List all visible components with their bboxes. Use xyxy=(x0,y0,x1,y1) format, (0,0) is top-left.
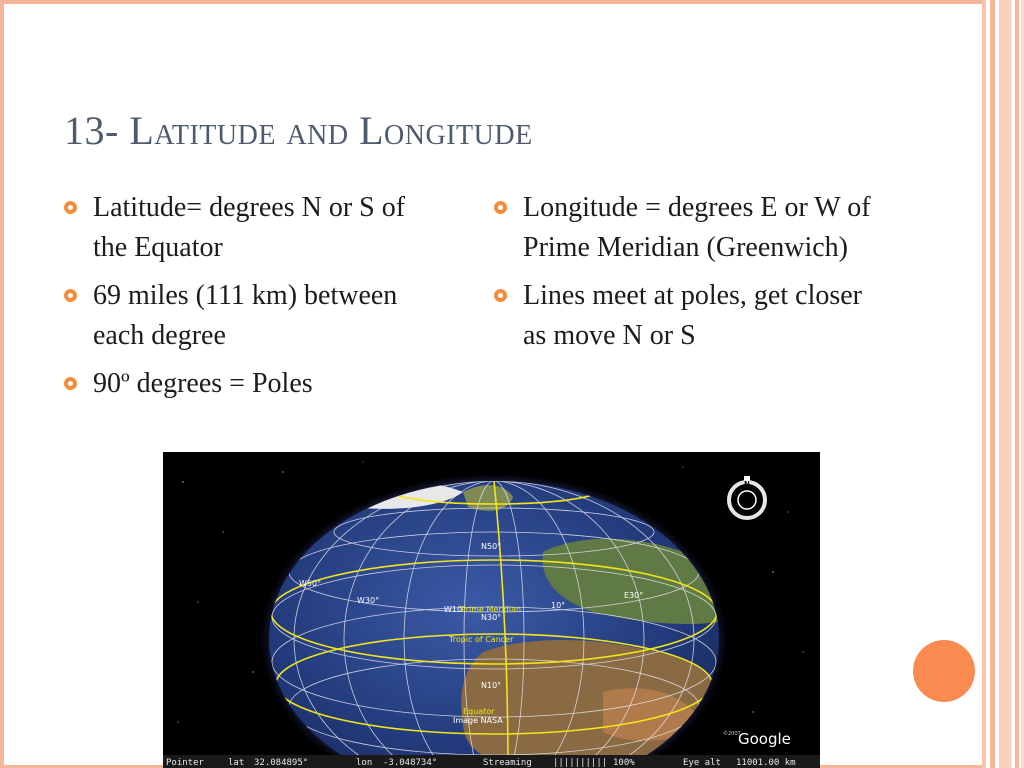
label-w10: W10 xyxy=(444,605,463,614)
slide-frame-top xyxy=(0,0,982,4)
left-column xyxy=(64,188,424,412)
left-bullet-list xyxy=(64,188,424,404)
bullet-item xyxy=(64,276,424,356)
bullet-item xyxy=(494,188,884,268)
bullet-text: Lines meet at poles, get closer as move N or S xyxy=(523,280,862,351)
status-pointer: Pointer xyxy=(166,758,204,768)
bullet-item xyxy=(64,188,424,268)
slide-frame-left xyxy=(0,0,4,768)
bullet-icon xyxy=(64,201,77,214)
right-bullet-list xyxy=(494,188,884,356)
label-e10: 10° xyxy=(551,601,566,610)
label-n50: N50° xyxy=(481,542,502,551)
bullet-item xyxy=(64,364,424,404)
bullet-text: Longitude = degrees E or W of Prime Meridian (Greenwich) xyxy=(523,192,871,263)
status-eye-alt-label: Eye alt xyxy=(683,758,721,768)
bullet-icon xyxy=(494,201,507,214)
status-lat-value: 32.084895° xyxy=(254,758,309,768)
status-streaming: Streaming xyxy=(483,758,532,768)
label-image-credit: Image NASA xyxy=(453,716,503,725)
status-lat-label: lat xyxy=(228,758,245,768)
decorative-orange-circle xyxy=(913,640,975,702)
status-lon-label: lon xyxy=(356,758,373,768)
bullet-text: 69 miles (111 km) between each degree xyxy=(93,280,398,351)
label-w50: W50° xyxy=(299,579,322,588)
label-equator: Equator xyxy=(463,707,495,716)
google-copyright: ©2007 xyxy=(723,731,741,737)
slide-title: 13- Latitude and Longitude xyxy=(64,108,533,153)
compass-n-label: N xyxy=(744,480,750,488)
label-n30: N30° xyxy=(481,613,502,622)
bullet-item xyxy=(494,276,884,356)
bullet-icon xyxy=(494,289,507,302)
label-tropic: Tropic of Cancer xyxy=(449,635,514,644)
label-w30: W30° xyxy=(357,596,380,605)
globe-image xyxy=(163,452,820,768)
status-lon-value: -3.048734° xyxy=(383,758,438,768)
bullet-icon xyxy=(64,289,77,302)
bullet-icon xyxy=(64,377,77,390)
bullet-text: 90º degrees = Poles xyxy=(93,368,313,399)
status-eye-alt-value: 11001.00 km xyxy=(736,758,796,768)
right-column xyxy=(494,188,884,364)
google-logo: Google xyxy=(738,730,791,748)
status-streaming-bar: |||||||||| xyxy=(553,758,608,768)
decorative-stripes xyxy=(982,0,1024,768)
status-percent: 100% xyxy=(613,758,635,768)
label-e30: E30° xyxy=(624,591,644,600)
label-prime-meridian: Prime Meridian xyxy=(461,605,522,614)
bullet-text: Latitude= degrees N or S of the Equator xyxy=(93,192,406,263)
label-n10: N10° xyxy=(481,681,502,690)
